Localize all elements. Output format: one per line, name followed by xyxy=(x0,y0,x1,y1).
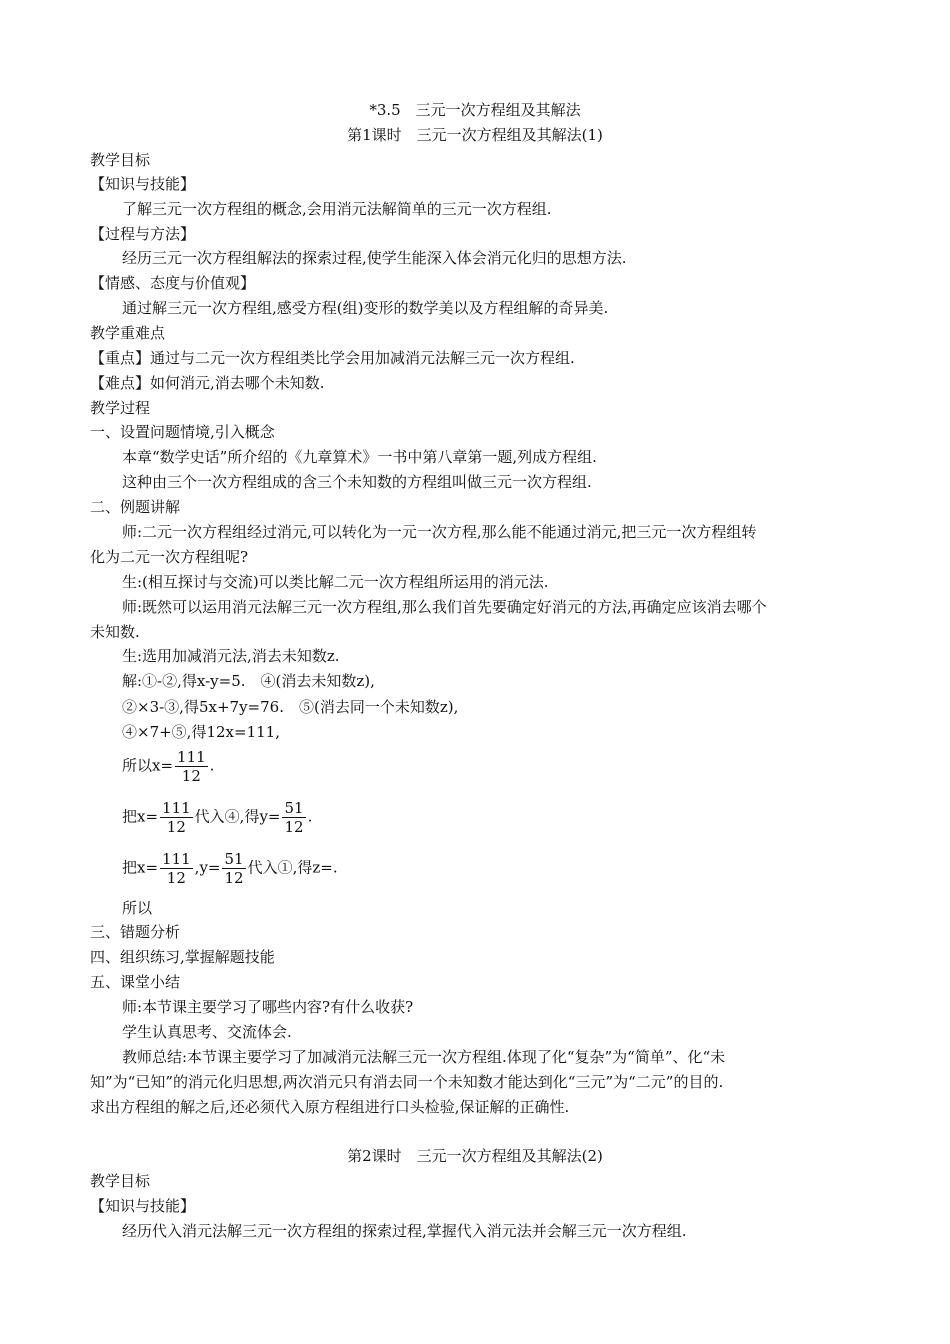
fraction xyxy=(175,748,208,785)
solution-step: ④×7+⑤,得12x=111, xyxy=(122,723,280,741)
fraction xyxy=(160,799,193,836)
formula-text: 把x= xyxy=(122,858,159,877)
section4-title: 四、组织练习,掌握解题技能 xyxy=(90,948,275,966)
section5-paragraph: 师:本节课主要学习了哪些内容?有什么收获? xyxy=(122,998,414,1016)
formula-text: ,y= xyxy=(194,858,221,877)
section5-paragraph: 教师总结:本节课主要学习了加减消元法解三元一次方程组.体现了化“复杂”为“简单”、化“未 xyxy=(122,1048,726,1066)
numerator: 51 xyxy=(284,799,304,817)
section5-title: 五、课堂小结 xyxy=(90,973,181,991)
numerator: 111 xyxy=(177,748,206,766)
solution-step: ②×3-③,得5x+7y=76. ⑤(消去同一个未知数z), xyxy=(122,698,459,716)
emotion-text: 通过解三元一次方程组,感受方程(组)变形的数学美以及方程组解的奇异美. xyxy=(122,299,609,317)
denominator: 12 xyxy=(166,818,186,836)
section5-paragraph: 知”为“已知”的消元化归思想,两次消元只有消去同一个未知数才能达到化“三元”为“二元”的目的. xyxy=(90,1073,724,1091)
section2-paragraph: 师:既然可以运用消元法解三元一次方程组,那么我们首先要确定好消元的方法,再确定应该消去哪个 xyxy=(122,598,767,616)
numerator: 111 xyxy=(162,799,191,817)
numerator: 111 xyxy=(162,850,191,868)
section2-paragraph: 师:二元一次方程组经过消元,可以转化为一元一次方程,那么能不能通过消元,把三元一次方程组转 xyxy=(122,523,757,541)
section1-title: 一、设置问题情境,引入概念 xyxy=(90,423,275,441)
key-point-text: 【重点】通过与二元一次方程组类比学会用加减消元法解三元一次方程组. xyxy=(90,349,575,367)
section1-paragraph: 这种由三个一次方程组成的含三个未知数的方程组叫做三元一次方程组. xyxy=(122,473,592,491)
keypoints-label: 教学重难点 xyxy=(90,324,166,342)
numerator: 51 xyxy=(224,850,244,868)
formula-text: 代入①,得z=. xyxy=(247,858,338,877)
section2-paragraph: 生:选用加减消元法,消去未知数z. xyxy=(122,647,340,665)
denominator: 12 xyxy=(284,818,304,836)
process-label: 【过程与方法】 xyxy=(90,225,196,243)
knowledge-label: 【知识与技能】 xyxy=(90,175,196,193)
lesson2-heading: 第2课时 三元一次方程组及其解法(2) xyxy=(347,1147,603,1165)
section3-title: 三、错题分析 xyxy=(90,923,181,941)
section1-paragraph: 本章“数学史话”所介绍的《九章算术》一书中第八章第一题,列成方程组. xyxy=(122,448,597,466)
knowledge-text: 了解三元一次方程组的概念,会用消元法解简单的三元一次方程组. xyxy=(122,200,552,218)
section5-paragraph: 学生认真思考、交流体会. xyxy=(122,1023,292,1041)
solution-step: 所以 xyxy=(122,899,153,917)
difficult-point-text: 【难点】如何消元,消去哪个未知数. xyxy=(90,374,325,392)
solution-step-fraction xyxy=(122,799,312,836)
formula-text: 所以x= xyxy=(122,756,174,775)
emotion-label: 【情感、态度与价值观】 xyxy=(90,274,256,292)
process-text: 经历三元一次方程组解法的探索过程,使学生能深入体会消元化归的思想方法. xyxy=(122,249,627,267)
lesson2-knowledge-text: 经历代入消元法解三元一次方程组的探索过程,掌握代入消元法并会解三元一次方程组. xyxy=(122,1222,687,1240)
formula-text: 代入④,得y= xyxy=(194,807,281,826)
section2-paragraph: 未知数. xyxy=(90,623,140,641)
solution-step-fraction xyxy=(122,850,338,887)
procedure-label: 教学过程 xyxy=(90,399,151,417)
fraction xyxy=(222,850,245,887)
denominator: 12 xyxy=(181,767,201,785)
denominator: 12 xyxy=(166,869,186,887)
lesson2-objectives-label: 教学目标 xyxy=(90,1172,151,1190)
lesson2-knowledge-label: 【知识与技能】 xyxy=(90,1197,196,1215)
section2-title: 二、例题讲解 xyxy=(90,498,181,516)
section5-paragraph: 求出方程组的解之后,还必须代入原方程组进行口头检验,保证解的正确性. xyxy=(90,1098,570,1116)
fraction xyxy=(160,850,193,887)
objectives-label: 教学目标 xyxy=(90,151,151,169)
chapter-title: *3.5 三元一次方程组及其解法 xyxy=(369,101,581,119)
formula-text: 把x= xyxy=(122,807,159,826)
formula-text: . xyxy=(307,807,313,826)
lesson1-heading: 第1课时 三元一次方程组及其解法(1) xyxy=(347,126,603,144)
solution-step-fraction xyxy=(122,748,214,785)
solution-step: 解:①-②,得x-y=5. ④(消去未知数z), xyxy=(122,672,375,690)
fraction xyxy=(282,799,305,836)
section2-paragraph: 生:(相互探讨与交流)可以类比解二元一次方程组所运用的消元法. xyxy=(122,573,549,591)
section2-paragraph: 化为二元一次方程组呢? xyxy=(90,548,249,566)
formula-text: . xyxy=(209,756,215,775)
denominator: 12 xyxy=(224,869,244,887)
